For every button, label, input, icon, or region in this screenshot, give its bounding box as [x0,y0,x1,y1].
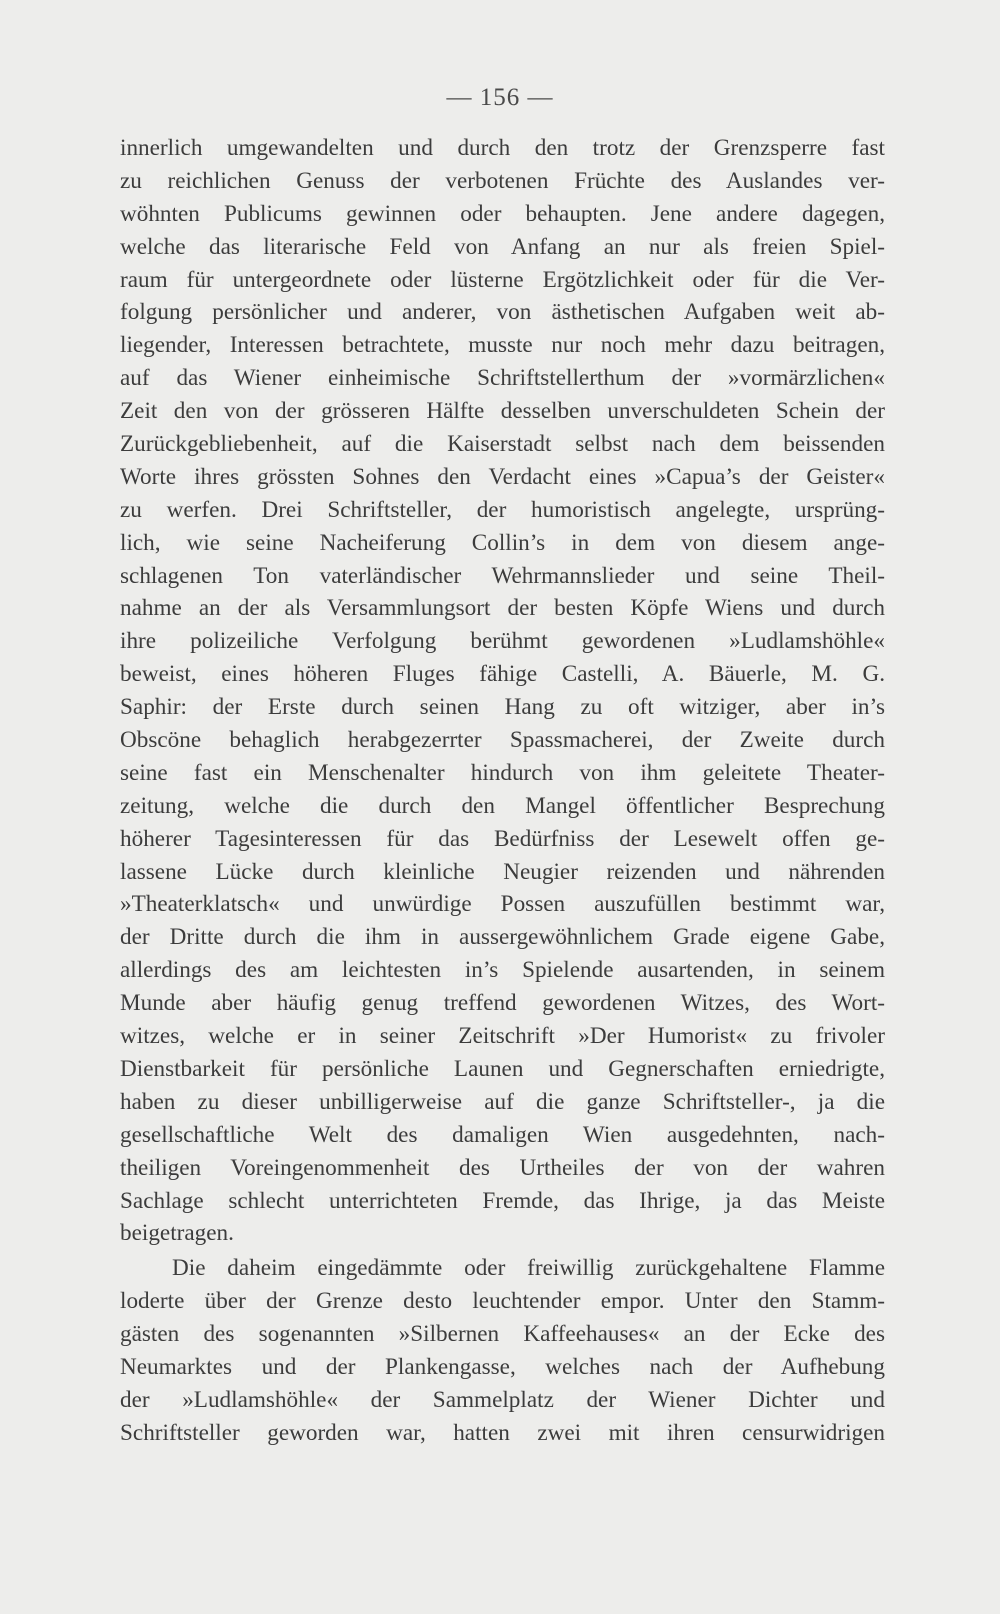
text-line: zu werfen. Drei Schriftsteller, der humoristisch angelegte, ursprüng- [120,496,885,523]
text-line: der »Ludlamshöhle« der Sammelplatz der Wiener Dichter und [120,1386,885,1413]
text-line: allerdings des am leichtesten in’s Spielende ausartenden, in seinem [120,957,885,984]
text-line: welche das literarische Feld von Anfang an nur als freien Spiel- [120,233,885,260]
text-line: haben zu dieser unbilligerweise auf die ganze Schriftsteller-, ja die [120,1088,885,1115]
text-line: schlagenen Ton vaterländischer Wehrmannslieder und seine Theil- [120,562,885,589]
text-line: Neumarktes und der Plankengasse, welches nach der Aufhebung [120,1353,885,1380]
body-text [120,132,885,1450]
text-line: beweist, eines höheren Fluges fähige Castelli, A. Bäuerle, M. G. [120,661,885,688]
paragraph-2 [120,1252,885,1449]
text-line: gesellschaftliche Welt des damaligen Wien ausgedehnten, nach- [120,1121,885,1148]
page-number: — 156 — [446,84,554,111]
text-line: nahme an der als Versammlungsort der besten Köpfe Wiens und durch [120,595,885,622]
text-line: »Theaterklatsch« und unwürdige Possen auszufüllen bestimmt war, [120,891,885,918]
text-line: Dienstbarkeit für persönliche Launen und Gegnerschaften erniedrigte, [120,1055,885,1082]
text-line: innerlich umgewandelten und durch den trotz der Grenzsperre fast [120,135,885,161]
text-line: seine fast ein Menschenalter hindurch von ihm geleitete Theater- [120,759,885,786]
text-line: beigetragen. [120,1220,234,1247]
text-line: Zurückgebliebenheit, auf die Kaiserstadt selbst nach dem beissenden [120,431,885,458]
text-line: lassene Lücke durch kleinliche Neugier reizenden und nährenden [120,858,885,885]
paragraph-1 [120,132,885,1250]
text-line: Saphir: der Erste durch seinen Hang zu oft witziger, aber in’s [120,694,885,721]
text-line: Zeit den von der grösseren Hälfte desselben unverschuldeten Schein der [120,398,885,425]
text-line: Munde aber häufig genug treffend gewordenen Witzes, des Wort- [120,990,885,1017]
text-line: raum für untergeordnete oder lüsterne Ergötzlichkeit oder für die Ver- [120,266,885,293]
text-line: Obscöne behaglich herabgezerrter Spassmacherei, der Zweite durch [120,727,885,754]
text-line: theiligen Voreingenommenheit des Urtheiles der von der wahren [120,1154,885,1181]
text-line: wöhnten Publicums gewinnen oder behaupten. Jene andere dagegen, [120,200,885,227]
text-line: loderte über der Grenze desto leuchtender empor. Unter den Stamm- [120,1288,885,1315]
text-line: der Dritte durch die ihm in aussergewöhnlichem Grade eigene Gabe, [120,924,885,951]
text-line: auf das Wiener einheimische Schriftstellerthum der »vormärzlichen« [120,365,885,392]
text-line: Schriftsteller geworden war, hatten zwei mit ihren censurwidrigen [120,1419,885,1446]
text-line: gästen des sogenannten »Silbernen Kaffeehauses« an der Ecke des [120,1321,885,1348]
text-line: liegender, Interessen betrachtete, musste nur noch mehr dazu beitragen, [120,332,885,359]
text-line: ihre polizeiliche Verfolgung berühmt gewordenen »Ludlamshöhle« [120,628,885,655]
text-line: höherer Tagesinteressen für das Bedürfniss der Lesewelt offen ge- [120,825,885,852]
text-line: lich, wie seine Nacheiferung Collin’s in dem von diesem ange- [120,529,885,556]
text-line: folgung persönlicher und anderer, von ästhetischen Aufgaben weit ab- [120,299,885,326]
text-line: Die daheim eingedämmte oder freiwillig zurückgehaltene Flamme [172,1255,885,1282]
text-line: zeitung, welche die durch den Mangel öffentlicher Besprechung [120,792,885,819]
text-line: zu reichlichen Genuss der verbotenen Früchte des Auslandes ver- [120,167,885,194]
text-line: witzes, welche er in seiner Zeitschrift »Der Humorist« zu frivoler [120,1023,885,1050]
text-line: Sachlage schlecht unterrichteten Fremde, das Ihrige, ja das Meiste [120,1187,885,1214]
text-line: Worte ihres grössten Sohnes den Verdacht eines »Capua’s der Geister« [120,463,885,490]
